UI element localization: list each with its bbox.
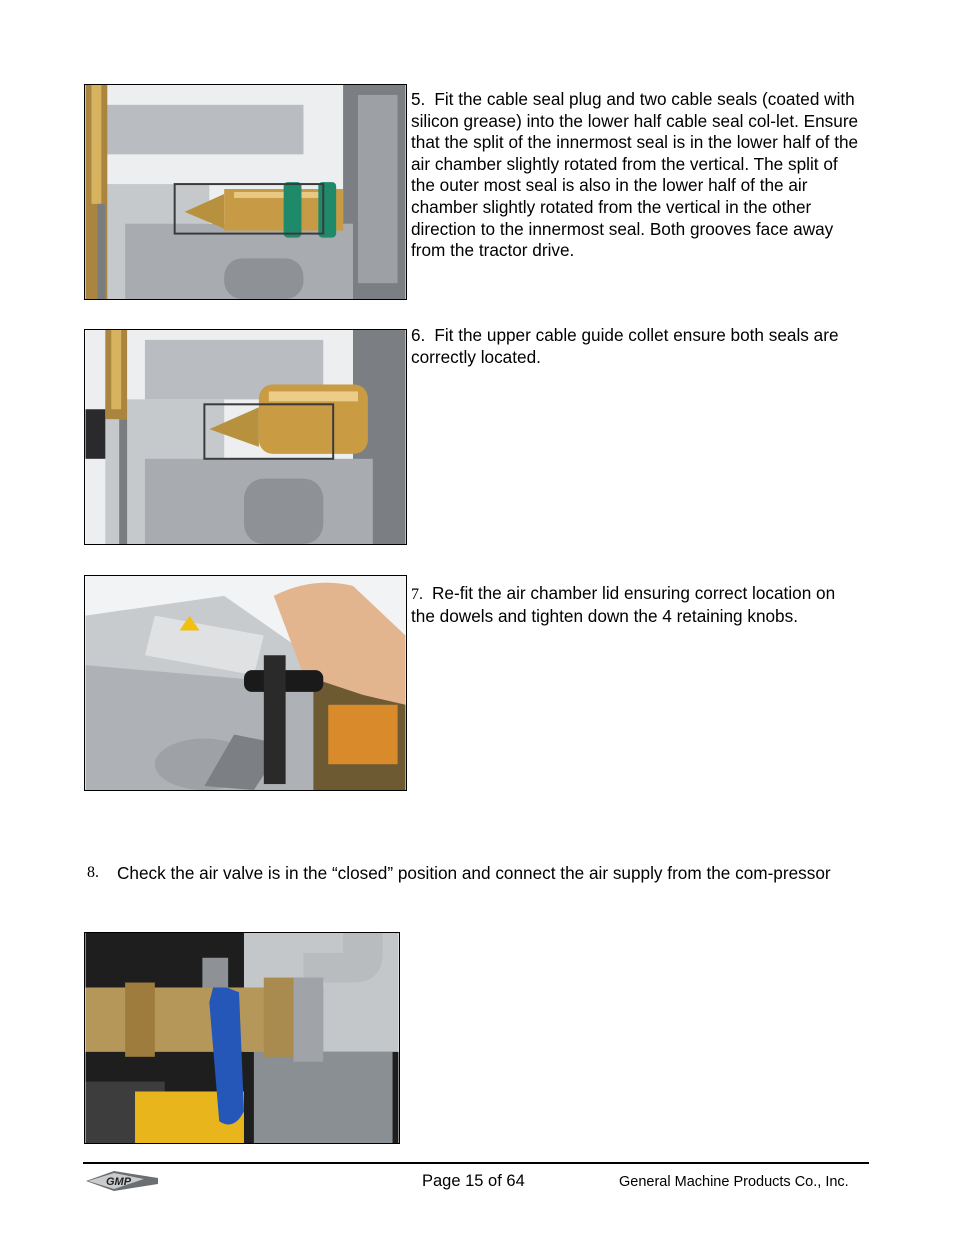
photo-cable-seal-plug [84,84,407,300]
air-valve-image [85,933,399,1143]
step-7 [411,583,863,627]
footer-rule [83,1162,869,1164]
page-number: Page 15 of 64 [422,1172,525,1190]
step-8-text: Check the air valve is in the “closed” position and connect the air supply from the com-pressor [117,863,831,883]
photo-air-chamber-lid [84,575,407,791]
gmp-logo [84,1170,160,1192]
step-6-text: Fit the upper cable guide collet ensure both seals are correctly located. [411,325,839,367]
photo-cable-guide-collet [84,329,407,545]
step-8 [87,862,847,884]
step-6-number: 6. [411,325,426,345]
step-5-number: 5. [411,89,426,109]
step-5-text: Fit the cable seal plug and two cable seals (coated with silicon grease) into the lower half cable seal col-let. Ensure that the split of the innermost seal is in the lower half of the air chamber slightly rotated from the vertical. The split of the outer most seal is also in the lower half of the air chamber slightly rotated from the vertical in the other direction to the innermost seal. Both grooves face away from the tractor drive. [411,89,859,261]
step-8-number: 8. [87,864,99,881]
cable-guide-collet-image [85,330,406,544]
step-5 [411,89,863,262]
company-name: General Machine Products Co., Inc. [619,1174,849,1190]
svg-text:GMP: GMP [106,1176,132,1188]
step-6 [411,325,863,368]
step-7-text: Re-fit the air chamber lid ensuring correct location on the dowels and tighten down the 4 retaining knobs. [411,583,836,626]
photo-air-valve [84,932,400,1144]
step-7-number: 7. [411,586,423,603]
air-chamber-lid-image [85,576,406,790]
cable-seal-plug-image [85,85,406,299]
